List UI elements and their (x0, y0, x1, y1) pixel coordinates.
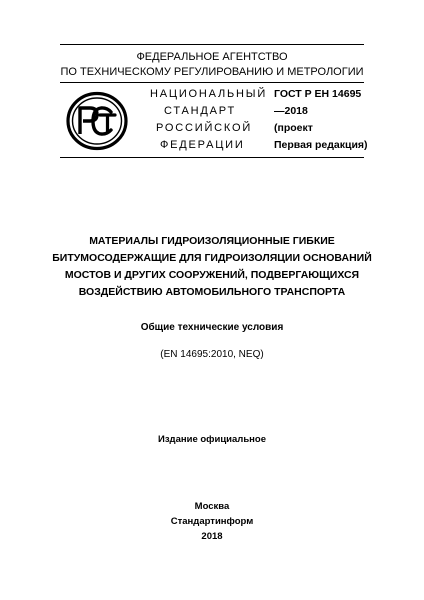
header-rule (60, 82, 364, 83)
standard-designation (274, 86, 368, 154)
publisher-name: Стандартинформ (170, 516, 254, 527)
publication-city: Москва (194, 501, 230, 512)
publication-year: 2018 (201, 531, 223, 542)
standard-word-1: НАЦИОНАЛЬНЫЙ (150, 88, 268, 100)
title-line-4: ВОЗДЕЙСТВИЮ АВТОМОБИЛЬНОГО ТРАНСПОРТА (78, 286, 346, 298)
title-line-1: МАТЕРИАЛЫ ГИДРОИЗОЛЯЦИОННЫЕ ГИБКИЕ (89, 235, 335, 247)
standard-word-3: РОССИЙСКОЙ (156, 122, 253, 134)
top-rule (60, 44, 364, 45)
edition-label: Издание официальное (158, 434, 266, 445)
agency-name-line-2: ПО ТЕХНИЧЕСКОМУ РЕГУЛИРОВАНИЮ И МЕТРОЛОГИИ (60, 66, 364, 78)
standard-word-2: СТАНДАРТ (164, 105, 236, 117)
bottom-rule (60, 157, 364, 158)
designation-line-3: (проект (274, 122, 313, 134)
rst-logo-graphic (66, 91, 128, 151)
standard-type-block (150, 86, 270, 154)
designation-line-2: —2018 (274, 105, 308, 117)
agency-name-line-1: ФЕДЕРАЛЬНОЕ АГЕНТСТВО (136, 51, 288, 63)
title-line-3: МОСТОВ И ДРУГИХ СООРУЖЕНИЙ, ПОДВЕРГАЮЩИХСЯ (64, 269, 360, 281)
rst-logo-icon (66, 91, 128, 151)
document-subtitle: Общие технические условия (140, 322, 284, 333)
designation-line-4: Первая редакция) (274, 139, 368, 151)
standard-word-4: ФЕДЕРАЦИИ (160, 139, 245, 151)
title-line-2: БИТУМОСОДЕРЖАЩИЕ ДЛЯ ГИДРОИЗОЛЯЦИИ ОСНОВАНИЙ (52, 252, 372, 264)
publication-info (40, 499, 384, 544)
document-title (40, 233, 384, 301)
designation-line-1: ГОСТ Р ЕН 14695 (274, 88, 362, 100)
international-reference: (EN 14695:2010, NEQ) (160, 349, 264, 360)
